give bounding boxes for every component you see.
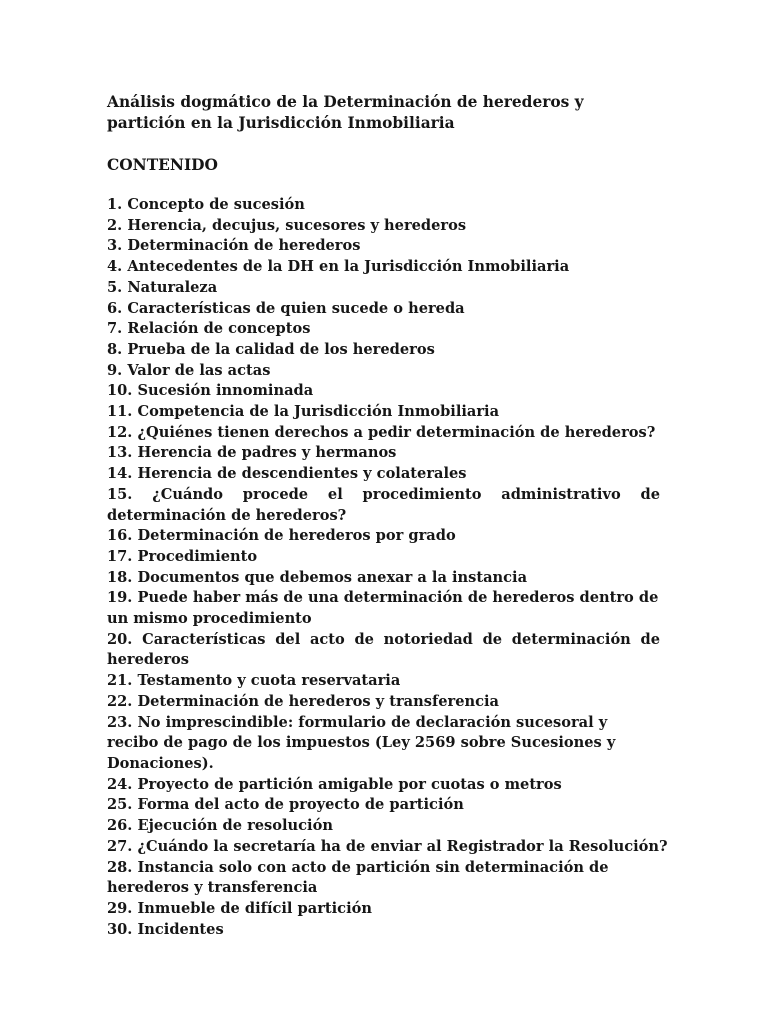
toc-item: 15. ¿Cuándo procede el procedimiento administrativo de determinación de herederos? bbox=[107, 485, 660, 524]
toc-item: 23. No imprescindible: formulario de declaración sucesoral y recibo de pago de los impuestos (Ley 2569 sobre Sucesiones y Donaciones). bbox=[107, 713, 616, 772]
toc-item: 27. ¿Cuándo la secretaría ha de enviar al Registrador la Resolución? bbox=[107, 837, 668, 855]
toc-item: 25. Forma del acto de proyecto de partición bbox=[107, 796, 464, 814]
toc-item: 21. Testamento y cuota reservataria bbox=[107, 672, 401, 690]
toc-item: 16. Determinación de herederos por grado bbox=[107, 527, 456, 545]
toc-item: 17. Procedimiento bbox=[107, 547, 258, 565]
toc-item: 20. Características del acto de notoriedad de determinación de herederos bbox=[107, 630, 660, 669]
toc-item: 29. Inmueble de difícil partición bbox=[107, 899, 372, 917]
toc-item: 22. Determinación de herederos y transferencia bbox=[107, 692, 499, 710]
toc-item: 4. Antecedentes de la DH en la Jurisdicción Inmobiliaria bbox=[107, 258, 570, 276]
toc-item: 26. Ejecución de resolución bbox=[107, 817, 333, 835]
toc-item: 12. ¿Quiénes tienen derechos a pedir determinación de herederos? bbox=[107, 423, 656, 441]
toc-item: 8. Prueba de la calidad de los herederos bbox=[107, 340, 435, 358]
toc-item: 30. Incidentes bbox=[107, 920, 224, 938]
toc-item: 7. Relación de conceptos bbox=[107, 320, 311, 338]
toc-item: 11. Competencia de la Jurisdicción Inmobiliaria bbox=[107, 403, 500, 421]
toc-item: 13. Herencia de padres y hermanos bbox=[107, 444, 397, 462]
document-page bbox=[107, 92, 668, 940]
toc-item: 10. Sucesión innominada bbox=[107, 382, 314, 400]
toc-item: 3. Determinación de herederos bbox=[107, 237, 361, 255]
document-title: Análisis dogmático de la Determinación de herederos y partición en la Jurisdicción Inmobiliaria bbox=[107, 93, 584, 132]
contents-heading: CONTENIDO bbox=[107, 156, 218, 174]
toc-item: 5. Naturaleza bbox=[107, 278, 218, 296]
toc-item: 28. Instancia solo con acto de partición sin determinación de herederos y transferencia bbox=[107, 858, 609, 897]
toc-item: 18. Documentos que debemos anexar a la instancia bbox=[107, 568, 528, 586]
toc-item: 24. Proyecto de partición amigable por cuotas o metros bbox=[107, 775, 562, 793]
table-of-contents bbox=[107, 195, 668, 940]
toc-item: 6. Características de quien sucede o hereda bbox=[107, 299, 465, 317]
toc-item: 14. Herencia de descendientes y colaterales bbox=[107, 465, 467, 483]
toc-item: 2. Herencia, decujus, sucesores y herederos bbox=[107, 216, 467, 234]
toc-item: 19. Puede haber más de una determinación de herederos dentro de un mismo procedimiento bbox=[107, 589, 659, 628]
toc-item: 9. Valor de las actas bbox=[107, 361, 271, 379]
toc-item: 1. Concepto de sucesión bbox=[107, 196, 305, 213]
